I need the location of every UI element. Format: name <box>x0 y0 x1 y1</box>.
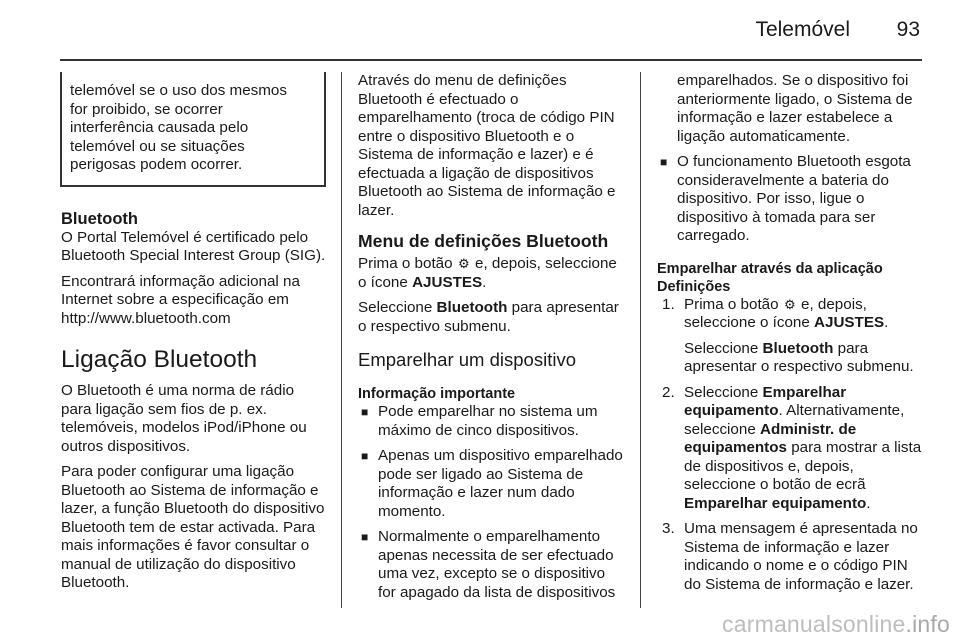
text: para apresentar o respectivo submenu. <box>684 339 914 375</box>
text: . <box>884 314 889 331</box>
step-number: 1. <box>662 295 675 313</box>
app-heading: Emparelhar através da aplicação Definições <box>657 260 883 295</box>
bluetooth-paragraph-2: Encontrará informação adicional na Internet sobre a especificação em http://www.bluetooth.com <box>61 272 300 327</box>
page-title: Telemóvel <box>755 18 850 41</box>
emparelhar-label: Emparelhar equipamento <box>684 494 867 512</box>
warning-line: for proibido, se ocorrer <box>70 100 223 118</box>
battery-list <box>657 153 925 246</box>
warning-line: telemóvel se o uso dos mesmos <box>70 82 287 99</box>
text: Prima o botão <box>684 295 779 313</box>
info-list <box>358 403 626 602</box>
bluetooth-paragraph-1: O Portal Telemóvel é certificado pelo Bluetooth Special Interest Group (SIG). <box>61 228 326 264</box>
step-number: 2. <box>662 383 675 401</box>
bluetooth-label: Bluetooth <box>436 299 508 316</box>
text: Seleccione <box>358 299 433 316</box>
list-item: ■ Normalmente o emparelhamento apenas necessita de ser efectuado uma vez, excepto se o dispositivo for apagado da lista de dispositivos <box>358 528 626 602</box>
pair-heading: Emparelhar um dispositivo <box>358 349 576 370</box>
info-heading: Informação importante <box>358 386 516 402</box>
column-1 <box>61 72 326 600</box>
ligacao-paragraph-2: Para poder configurar uma ligação Bluetooth ao Sistema de informação e lazer, a função Bluetooth do dispositivo Bluetooth tem de estar activada. Para mais informações é favor consultar o manual de utilização do dispositivo Bluetooth. <box>61 463 325 591</box>
text: e, depois, seleccione o ícone <box>358 255 617 291</box>
administr-label: Administr. de equipamentos <box>684 420 857 456</box>
ligacao-paragraph-1: O Bluetooth é uma norma de rádio para ligação sem fios de p. ex. telemóveis, modelos iPod/iPhone ou outros dispositivos. <box>61 382 307 455</box>
gear-icon: ⚙ <box>783 296 796 312</box>
page-number: 93 <box>896 18 920 41</box>
step-2 <box>657 384 925 514</box>
text: Uma mensagem é apresentada no Sistema de informação e lazer indicando o nome e o código PIN do Sistema de informação e lazer. <box>684 520 918 593</box>
text: Prima o botão <box>358 255 453 272</box>
step-1 <box>657 296 925 377</box>
text: Seleccione <box>684 383 759 401</box>
ajustes-label: AJUSTES <box>412 273 483 291</box>
menu-heading: Menu de definições Bluetooth <box>358 231 609 251</box>
bluetooth-label: Bluetooth <box>762 339 834 357</box>
watermark-text: carmanualsonline <box>722 611 906 637</box>
text: e, depois, seleccione o ícone <box>684 295 867 331</box>
ligacao-heading: Ligação Bluetooth <box>61 346 258 373</box>
column-2 <box>358 72 626 609</box>
warning-line: perigosas podem ocorrer. <box>70 156 243 173</box>
text: para mostrar a lista de dispositivos e, depois, seleccione o botão de ecrã <box>684 439 922 493</box>
text: . Alternativamente, seleccione <box>684 402 905 438</box>
warning-line: interferência causada pelo <box>70 119 249 136</box>
menu-paragraph-1 <box>358 255 626 292</box>
text: . <box>482 273 487 291</box>
column-3 <box>657 72 925 601</box>
text: para apresentar o respectivo submenu. <box>358 299 619 335</box>
warning-box <box>60 72 326 187</box>
step-3 <box>657 520 925 594</box>
list-item: ■ Pode emparelhar no sistema um máximo de cinco dispositivos. <box>358 403 626 440</box>
page-header <box>0 0 960 60</box>
list-item: ■ Apenas um dispositivo emparelhado pode ser ligado ao Sistema de informação e lazer num dado momento. <box>358 447 626 521</box>
gear-icon: ⚙ <box>457 256 470 271</box>
text: Seleccione <box>684 339 759 357</box>
column-divider-1 <box>341 72 342 608</box>
continued-paragraph: emparelhados. Se o dispositivo foi anteriormente ligado, o Sistema de informação e lazer estabelece a ligação automaticamente. <box>677 72 913 145</box>
column-divider-2 <box>640 72 641 608</box>
list-item: ■ O funcionamento Bluetooth esgota consideravelmente a bateria do dispositivo. Por isso, ligue o dispositivo à tomada para ser carregado. <box>657 153 925 246</box>
intro-paragraph: Através do menu de definições Bluetooth é efectuado o emparelhamento (troca de código PIN entre o dispositivo Bluetooth e o Sistema de informação e lazer) e é efectuada a ligação de dispositivos Bluetooth ao Sistema de informação e lazer. <box>358 72 616 219</box>
menu-paragraph-2 <box>358 299 626 336</box>
steps-list <box>657 296 925 595</box>
watermark <box>722 611 950 638</box>
header-rule <box>60 59 922 61</box>
watermark-suffix: .info <box>905 611 950 637</box>
warning-line: telemóvel ou se situações <box>70 137 245 155</box>
step-number: 3. <box>662 520 675 537</box>
ajustes-label: AJUSTES <box>814 314 885 331</box>
bluetooth-heading: Bluetooth <box>61 209 138 228</box>
text: . <box>866 494 871 512</box>
emparelhar-label: Emparelhar equipamento <box>684 383 847 419</box>
